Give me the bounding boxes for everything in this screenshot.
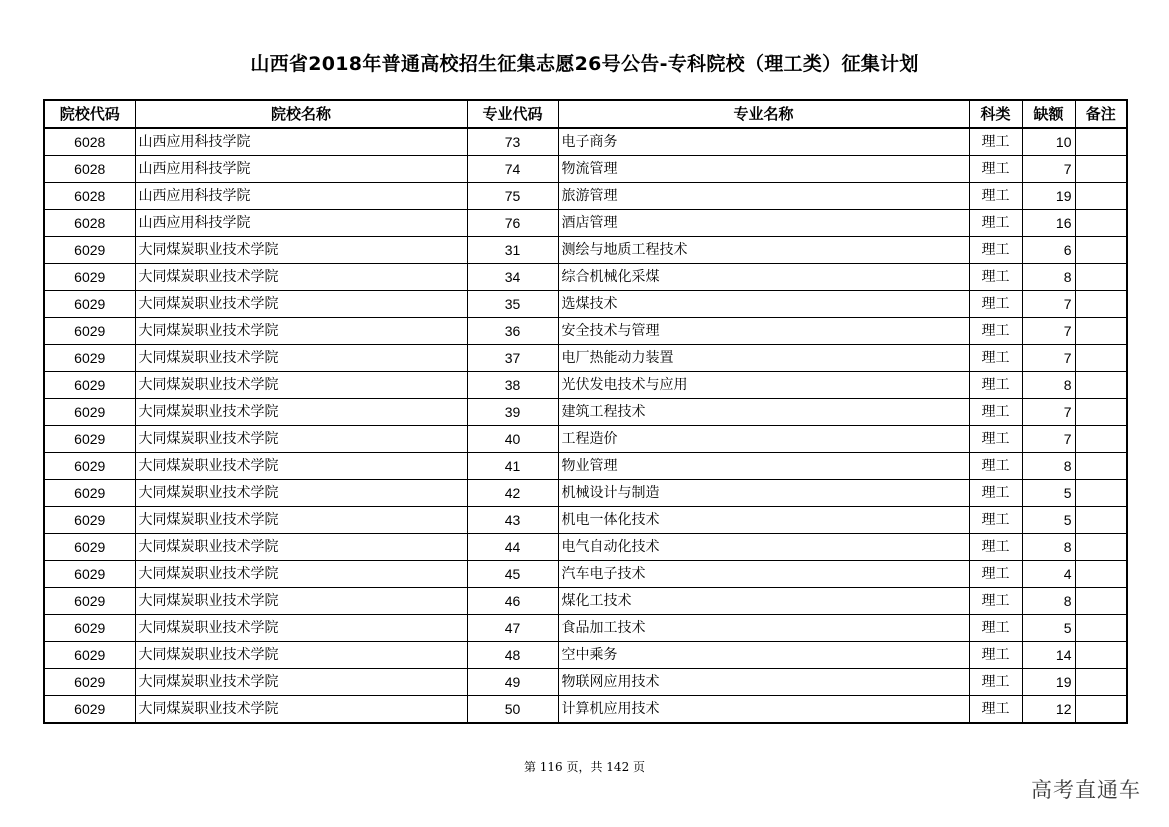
header-category: 科类	[969, 100, 1022, 128]
cell-major-name: 安全技术与管理	[558, 318, 969, 345]
cell-major-code: 42	[467, 480, 558, 507]
cell-category: 理工	[969, 128, 1022, 156]
cell-category: 理工	[969, 345, 1022, 372]
cell-major-code: 76	[467, 210, 558, 237]
header-major-name: 专业名称	[558, 100, 969, 128]
table-row	[44, 237, 1127, 264]
cell-quota: 4	[1022, 561, 1075, 588]
cell-school-code: 6029	[44, 588, 135, 615]
cell-quota: 8	[1022, 264, 1075, 291]
cell-major-name: 机电一体化技术	[558, 507, 969, 534]
table-row	[44, 156, 1127, 183]
cell-major-code: 75	[467, 183, 558, 210]
cell-category: 理工	[969, 210, 1022, 237]
table-row	[44, 588, 1127, 615]
cell-note	[1075, 291, 1127, 318]
cell-school-code: 6029	[44, 534, 135, 561]
cell-major-code: 39	[467, 399, 558, 426]
cell-school-code: 6028	[44, 210, 135, 237]
cell-school-name: 山西应用科技学院	[135, 210, 467, 237]
cell-quota: 7	[1022, 399, 1075, 426]
enrollment-plan-table	[43, 99, 1128, 724]
cell-school-code: 6029	[44, 399, 135, 426]
table-row	[44, 642, 1127, 669]
page-number: 第 116 页，共 142 页	[523, 760, 646, 774]
cell-category: 理工	[969, 696, 1022, 724]
cell-school-code: 6029	[44, 561, 135, 588]
header-school-name: 院校名称	[135, 100, 467, 128]
cell-note	[1075, 642, 1127, 669]
cell-quota: 7	[1022, 318, 1075, 345]
cell-note	[1075, 426, 1127, 453]
cell-note	[1075, 372, 1127, 399]
cell-category: 理工	[969, 237, 1022, 264]
cell-quota: 7	[1022, 291, 1075, 318]
cell-major-code: 34	[467, 264, 558, 291]
cell-school-name: 大同煤炭职业技术学院	[135, 480, 467, 507]
cell-school-code: 6029	[44, 264, 135, 291]
cell-category: 理工	[969, 264, 1022, 291]
cell-quota: 8	[1022, 372, 1075, 399]
cell-major-name: 综合机械化采煤	[558, 264, 969, 291]
cell-major-name: 电厂热能动力装置	[558, 345, 969, 372]
table-row	[44, 669, 1127, 696]
cell-school-code: 6029	[44, 642, 135, 669]
cell-major-code: 44	[467, 534, 558, 561]
cell-school-name: 大同煤炭职业技术学院	[135, 453, 467, 480]
table-header-row	[44, 100, 1127, 128]
cell-note	[1075, 264, 1127, 291]
cell-major-code: 50	[467, 696, 558, 724]
cell-quota: 5	[1022, 615, 1075, 642]
cell-category: 理工	[969, 561, 1022, 588]
cell-school-name: 大同煤炭职业技术学院	[135, 237, 467, 264]
cell-school-name: 大同煤炭职业技术学院	[135, 345, 467, 372]
cell-quota: 19	[1022, 669, 1075, 696]
cell-quota: 12	[1022, 696, 1075, 724]
header-major-code: 专业代码	[467, 100, 558, 128]
cell-category: 理工	[969, 372, 1022, 399]
cell-school-name: 大同煤炭职业技术学院	[135, 399, 467, 426]
cell-note	[1075, 669, 1127, 696]
cell-major-name: 建筑工程技术	[558, 399, 969, 426]
cell-school-name: 大同煤炭职业技术学院	[135, 561, 467, 588]
cell-school-code: 6029	[44, 507, 135, 534]
cell-school-code: 6029	[44, 669, 135, 696]
cell-quota: 7	[1022, 156, 1075, 183]
cell-major-code: 45	[467, 561, 558, 588]
cell-major-code: 47	[467, 615, 558, 642]
cell-quota: 8	[1022, 453, 1075, 480]
cell-major-name: 电子商务	[558, 128, 969, 156]
table-row	[44, 210, 1127, 237]
cell-major-name: 空中乘务	[558, 642, 969, 669]
cell-major-name: 物流管理	[558, 156, 969, 183]
cell-category: 理工	[969, 669, 1022, 696]
cell-major-name: 测绘与地质工程技术	[558, 237, 969, 264]
cell-major-code: 73	[467, 128, 558, 156]
table-row	[44, 128, 1127, 156]
cell-note	[1075, 318, 1127, 345]
table-row	[44, 534, 1127, 561]
cell-quota: 19	[1022, 183, 1075, 210]
cell-quota: 7	[1022, 345, 1075, 372]
cell-note	[1075, 237, 1127, 264]
watermark: 高考直通车	[1031, 778, 1141, 802]
cell-school-name: 大同煤炭职业技术学院	[135, 426, 467, 453]
cell-school-name: 大同煤炭职业技术学院	[135, 372, 467, 399]
document-title: 山西省2018年普通高校招生征集志愿26号公告-专科院校（理工类）征集计划	[250, 53, 919, 75]
cell-school-code: 6029	[44, 291, 135, 318]
cell-quota: 16	[1022, 210, 1075, 237]
cell-major-code: 38	[467, 372, 558, 399]
cell-major-name: 工程造价	[558, 426, 969, 453]
table-row	[44, 372, 1127, 399]
cell-category: 理工	[969, 615, 1022, 642]
cell-school-code: 6029	[44, 696, 135, 724]
cell-category: 理工	[969, 507, 1022, 534]
cell-school-name: 大同煤炭职业技术学院	[135, 588, 467, 615]
cell-school-code: 6028	[44, 128, 135, 156]
cell-major-name: 选煤技术	[558, 291, 969, 318]
cell-school-code: 6029	[44, 237, 135, 264]
table-row	[44, 615, 1127, 642]
cell-school-name: 大同煤炭职业技术学院	[135, 264, 467, 291]
cell-major-name: 物业管理	[558, 453, 969, 480]
cell-major-code: 74	[467, 156, 558, 183]
cell-note	[1075, 588, 1127, 615]
cell-major-code: 31	[467, 237, 558, 264]
cell-major-code: 35	[467, 291, 558, 318]
cell-school-code: 6028	[44, 183, 135, 210]
cell-major-code: 37	[467, 345, 558, 372]
cell-quota: 6	[1022, 237, 1075, 264]
cell-category: 理工	[969, 480, 1022, 507]
cell-note	[1075, 453, 1127, 480]
cell-major-name: 光伏发电技术与应用	[558, 372, 969, 399]
table-row	[44, 183, 1127, 210]
cell-school-name: 大同煤炭职业技术学院	[135, 507, 467, 534]
cell-quota: 5	[1022, 480, 1075, 507]
table-row	[44, 507, 1127, 534]
cell-school-code: 6029	[44, 453, 135, 480]
cell-major-name: 物联网应用技术	[558, 669, 969, 696]
cell-category: 理工	[969, 399, 1022, 426]
cell-school-code: 6029	[44, 426, 135, 453]
cell-note	[1075, 210, 1127, 237]
cell-school-name: 山西应用科技学院	[135, 156, 467, 183]
table-body	[44, 128, 1127, 723]
cell-school-name: 大同煤炭职业技术学院	[135, 696, 467, 724]
cell-major-name: 煤化工技术	[558, 588, 969, 615]
cell-note	[1075, 480, 1127, 507]
cell-category: 理工	[969, 426, 1022, 453]
cell-note	[1075, 399, 1127, 426]
cell-major-code: 41	[467, 453, 558, 480]
cell-note	[1075, 696, 1127, 724]
cell-quota: 7	[1022, 426, 1075, 453]
cell-school-code: 6029	[44, 615, 135, 642]
cell-major-code: 49	[467, 669, 558, 696]
cell-note	[1075, 534, 1127, 561]
cell-school-code: 6028	[44, 156, 135, 183]
cell-school-name: 大同煤炭职业技术学院	[135, 669, 467, 696]
table-row	[44, 561, 1127, 588]
cell-quota: 14	[1022, 642, 1075, 669]
cell-category: 理工	[969, 318, 1022, 345]
cell-note	[1075, 615, 1127, 642]
table-row	[44, 291, 1127, 318]
cell-major-code: 48	[467, 642, 558, 669]
cell-category: 理工	[969, 642, 1022, 669]
cell-school-name: 山西应用科技学院	[135, 183, 467, 210]
cell-note	[1075, 345, 1127, 372]
cell-quota: 8	[1022, 588, 1075, 615]
header-quota: 缺额	[1022, 100, 1075, 128]
cell-school-name: 大同煤炭职业技术学院	[135, 291, 467, 318]
cell-school-name: 大同煤炭职业技术学院	[135, 642, 467, 669]
cell-school-code: 6029	[44, 480, 135, 507]
cell-school-name: 大同煤炭职业技术学院	[135, 318, 467, 345]
cell-note	[1075, 507, 1127, 534]
cell-school-code: 6029	[44, 372, 135, 399]
header-school-code: 院校代码	[44, 100, 135, 128]
cell-major-code: 43	[467, 507, 558, 534]
cell-school-name: 大同煤炭职业技术学院	[135, 534, 467, 561]
cell-category: 理工	[969, 291, 1022, 318]
cell-major-code: 46	[467, 588, 558, 615]
table-row	[44, 318, 1127, 345]
table-row	[44, 480, 1127, 507]
cell-school-code: 6029	[44, 345, 135, 372]
cell-category: 理工	[969, 453, 1022, 480]
cell-note	[1075, 128, 1127, 156]
cell-quota: 8	[1022, 534, 1075, 561]
cell-major-name: 酒店管理	[558, 210, 969, 237]
cell-quota: 10	[1022, 128, 1075, 156]
cell-note	[1075, 156, 1127, 183]
cell-note	[1075, 183, 1127, 210]
cell-major-code: 36	[467, 318, 558, 345]
cell-major-name: 汽车电子技术	[558, 561, 969, 588]
header-note: 备注	[1075, 100, 1127, 128]
cell-major-name: 旅游管理	[558, 183, 969, 210]
cell-category: 理工	[969, 183, 1022, 210]
cell-major-name: 电气自动化技术	[558, 534, 969, 561]
table-row	[44, 426, 1127, 453]
cell-category: 理工	[969, 156, 1022, 183]
table-row	[44, 696, 1127, 724]
table-row	[44, 264, 1127, 291]
table-row	[44, 453, 1127, 480]
cell-school-code: 6029	[44, 318, 135, 345]
cell-major-name: 计算机应用技术	[558, 696, 969, 724]
cell-school-name: 大同煤炭职业技术学院	[135, 615, 467, 642]
cell-quota: 5	[1022, 507, 1075, 534]
cell-major-name: 食品加工技术	[558, 615, 969, 642]
table-row	[44, 345, 1127, 372]
cell-category: 理工	[969, 534, 1022, 561]
cell-category: 理工	[969, 588, 1022, 615]
cell-major-name: 机械设计与制造	[558, 480, 969, 507]
table-row	[44, 399, 1127, 426]
cell-major-code: 40	[467, 426, 558, 453]
cell-school-name: 山西应用科技学院	[135, 128, 467, 156]
cell-note	[1075, 561, 1127, 588]
